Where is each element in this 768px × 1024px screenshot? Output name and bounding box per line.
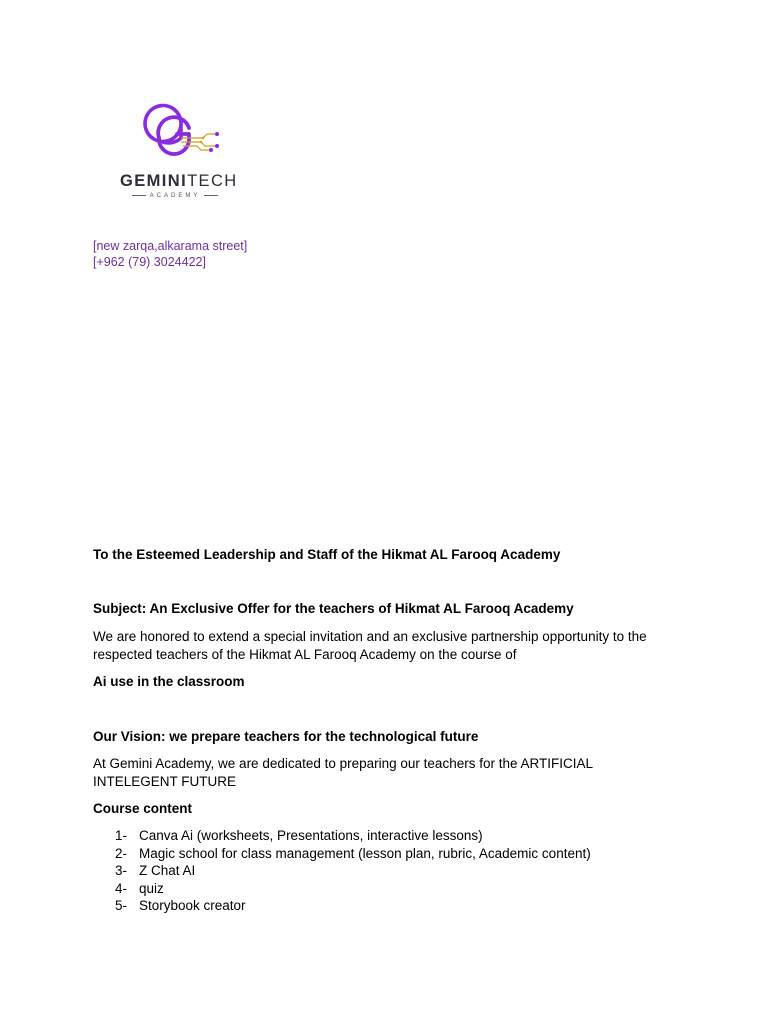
list-item-text: Z Chat AI bbox=[139, 863, 196, 878]
intro-paragraph: We are honored to extend a special invitation and an exclusive partnership opportunity to the respected teachers of the Hikmat AL Farooq Academy on the course of bbox=[93, 629, 647, 662]
vision-paragraph: At Gemini Academy, we are dedicated to preparing our teachers for the ARTIFICIAL INTELEGENT FUTURE bbox=[93, 756, 593, 789]
list-item-text: Storybook creator bbox=[139, 898, 246, 913]
list-item bbox=[93, 862, 591, 880]
list-item-number: 5- bbox=[115, 898, 128, 913]
vision-heading: Our Vision: we prepare teachers for the technological future bbox=[93, 729, 479, 744]
recipient-line: To the Esteemed Leadership and Staff of the Hikmat AL Farooq Academy bbox=[93, 547, 561, 562]
list-item-number: 4- bbox=[115, 880, 128, 896]
list-item-text: Canva Ai (worksheets, Presentations, interactive lessons) bbox=[139, 828, 483, 843]
list-item bbox=[93, 880, 591, 898]
list-item-text: quiz bbox=[139, 880, 164, 896]
logo-brand-bold: GEMINI bbox=[120, 172, 188, 190]
logo-brand-light: TECH bbox=[187, 172, 238, 190]
course-title: Ai use in the classroom bbox=[93, 674, 245, 689]
list-item bbox=[93, 897, 591, 915]
academy-logo bbox=[93, 88, 279, 234]
contact-phone: [+962 (79) 3024422] bbox=[93, 255, 206, 269]
list-item-text: Magic school for class management (lesson plan, rubric, Academic content) bbox=[139, 845, 591, 861]
logo-brand-text bbox=[120, 172, 238, 191]
subject-line: Subject: An Exclusive Offer for the teachers of Hikmat AL Farooq Academy bbox=[93, 601, 574, 616]
list-item-number: 3- bbox=[115, 863, 128, 878]
course-content-list bbox=[93, 827, 591, 915]
list-item bbox=[93, 827, 591, 845]
list-item bbox=[93, 845, 591, 863]
list-item-number: 1- bbox=[115, 828, 128, 843]
contact-address: [new zarqa,alkarama street] bbox=[93, 239, 248, 253]
logo-subtitle: ACADEMY bbox=[115, 193, 235, 199]
list-item-number: 2- bbox=[115, 845, 128, 861]
course-content-heading: Course content bbox=[93, 801, 193, 816]
gemini-g-icon bbox=[93, 88, 279, 168]
